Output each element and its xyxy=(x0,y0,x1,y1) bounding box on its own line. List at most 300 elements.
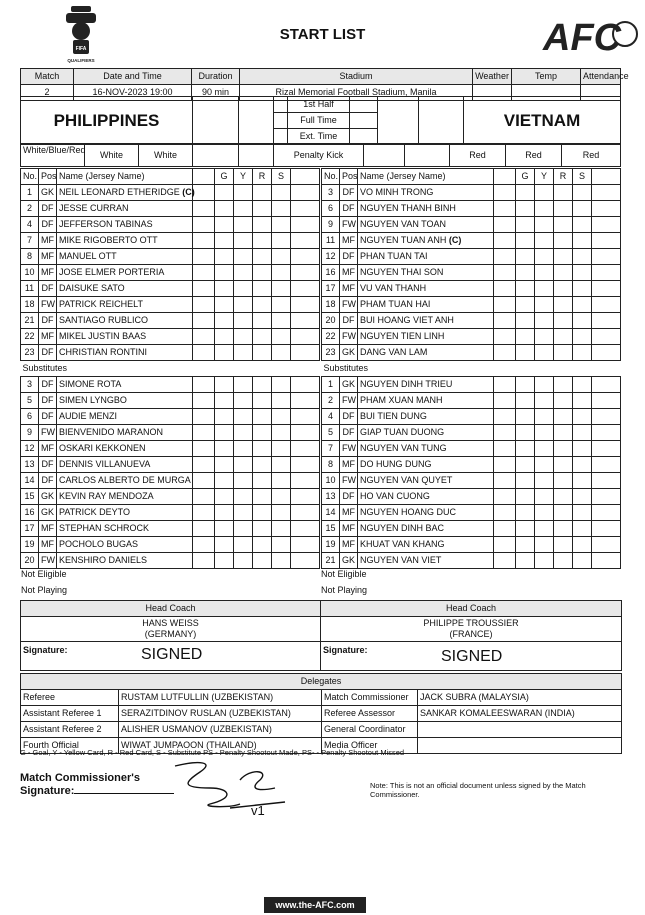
stat-cell xyxy=(516,537,535,553)
official-note: Note: This is not an official document unless signed by the Match Commissioner. xyxy=(370,781,586,799)
player-name-cell xyxy=(57,441,193,457)
stat-cell xyxy=(215,217,234,233)
player-name-cell xyxy=(57,201,193,217)
stat-cell xyxy=(291,281,320,297)
delegate-name-left: SERAZITDINOV RUSLAN (UZBEKISTAN) xyxy=(119,706,322,722)
home-col-blank xyxy=(193,169,215,185)
stat-cell xyxy=(592,297,621,313)
stat-cell xyxy=(535,313,554,329)
stat-cell xyxy=(535,249,554,265)
player-name-cell xyxy=(358,473,494,489)
stat-cell xyxy=(193,553,215,569)
player-name: NGUYEN VAN QUYET xyxy=(360,475,453,485)
coach-table xyxy=(20,600,622,671)
player-number: 11 xyxy=(21,281,39,297)
stat-cell xyxy=(592,473,621,489)
stat-cell xyxy=(253,201,272,217)
stat-cell xyxy=(494,489,516,505)
stat-cell xyxy=(193,249,215,265)
player-number: 2 xyxy=(21,201,39,217)
player-name: BIENVENIDO MARANON xyxy=(59,427,164,437)
duration-header: Duration xyxy=(192,69,240,85)
home-lineup-table xyxy=(20,168,320,569)
player-name-cell xyxy=(57,553,193,569)
stat-cell xyxy=(494,185,516,201)
stat-cell xyxy=(592,521,621,537)
stat-cell xyxy=(494,377,516,393)
stat-cell xyxy=(573,521,592,537)
stat-cell xyxy=(554,217,573,233)
player-name-cell xyxy=(57,233,193,249)
player-name-cell xyxy=(358,393,494,409)
match-number: 2 xyxy=(21,85,74,101)
player-name-cell xyxy=(358,233,494,249)
stat-cell xyxy=(494,265,516,281)
delegate-name-left: ALISHER USMANOV (UZBEKISTAN) xyxy=(119,722,322,738)
stat-cell xyxy=(494,441,516,457)
player-name: PHAN TUAN TAI xyxy=(360,251,428,261)
stat-cell xyxy=(554,281,573,297)
stat-cell xyxy=(291,233,320,249)
stat-cell xyxy=(535,345,554,361)
player-name: NGUYEN THANH BINH xyxy=(360,203,456,213)
stat-cell xyxy=(272,233,291,249)
stat-cell xyxy=(494,217,516,233)
stat-cell xyxy=(253,409,272,425)
stat-cell xyxy=(253,537,272,553)
stat-cell xyxy=(193,537,215,553)
home-player-row xyxy=(21,265,320,281)
stat-cell xyxy=(253,521,272,537)
away-player-row xyxy=(322,345,621,361)
player-position: FW xyxy=(39,425,57,441)
stat-cell xyxy=(516,281,535,297)
svg-text:FIFA: FIFA xyxy=(75,46,87,52)
player-position: GK xyxy=(39,185,57,201)
stat-cell xyxy=(554,505,573,521)
version-label: v1 xyxy=(251,803,265,818)
home-score-blank xyxy=(193,97,239,145)
stadium-header: Stadium xyxy=(240,69,473,85)
player-number: 18 xyxy=(322,297,340,313)
footer-url[interactable]: www.the-AFC.com xyxy=(264,897,366,913)
stat-cell xyxy=(215,201,234,217)
stat-cell xyxy=(554,313,573,329)
player-name-cell xyxy=(358,201,494,217)
stat-cell xyxy=(554,457,573,473)
home-player-row xyxy=(21,249,320,265)
stat-cell xyxy=(215,329,234,345)
stat-cell xyxy=(272,505,291,521)
delegate-role-left: Fourth Official xyxy=(21,738,119,754)
home-col-y: Y xyxy=(234,169,253,185)
away-player-row xyxy=(322,329,621,345)
player-number: 11 xyxy=(322,233,340,249)
home-team-name: PHILIPPINES xyxy=(21,97,193,145)
away-player-row xyxy=(322,521,621,537)
away-column-header-row xyxy=(322,169,621,185)
stat-cell xyxy=(291,521,320,537)
player-position: FW xyxy=(340,297,358,313)
stat-cell xyxy=(272,265,291,281)
away-col-g: G xyxy=(516,169,535,185)
player-number: 4 xyxy=(322,409,340,425)
stat-cell xyxy=(215,473,234,489)
stat-cell xyxy=(573,473,592,489)
home-player-row xyxy=(21,457,320,473)
stat-cell xyxy=(193,457,215,473)
stat-cell xyxy=(253,393,272,409)
delegate-role-left: Assistant Referee 1 xyxy=(21,706,119,722)
stat-cell xyxy=(272,201,291,217)
stat-cell xyxy=(253,329,272,345)
away-col-blank xyxy=(592,169,621,185)
player-name: NGUYEN VAN TUNG xyxy=(360,443,447,453)
stat-cell xyxy=(253,217,272,233)
away-col-r: R xyxy=(554,169,573,185)
away-substitutes-label: Substitutes xyxy=(322,361,621,377)
player-position: GK xyxy=(39,505,57,521)
home-coach-label: Head Coach xyxy=(21,601,321,617)
home-signature-label: Signature: xyxy=(23,645,68,655)
stat-cell xyxy=(535,185,554,201)
player-position: DF xyxy=(340,489,358,505)
stat-cell xyxy=(535,553,554,569)
stat-cell xyxy=(272,217,291,233)
kit-blank xyxy=(364,144,405,167)
stat-cell xyxy=(253,553,272,569)
home-coach-country: (GERMANY) xyxy=(144,629,197,639)
player-number: 23 xyxy=(322,345,340,361)
stat-cell xyxy=(554,297,573,313)
stat-cell xyxy=(193,201,215,217)
stat-cell xyxy=(554,409,573,425)
player-position: MF xyxy=(39,329,57,345)
player-number: 17 xyxy=(322,281,340,297)
stat-cell xyxy=(234,249,253,265)
stat-cell xyxy=(234,377,253,393)
player-number: 13 xyxy=(21,457,39,473)
player-name: KHUAT VAN KHANG xyxy=(360,539,445,549)
stat-cell xyxy=(573,505,592,521)
stat-cell xyxy=(535,457,554,473)
player-number: 21 xyxy=(322,553,340,569)
player-position: MF xyxy=(340,281,358,297)
home-player-row xyxy=(21,521,320,537)
stat-cell xyxy=(535,521,554,537)
player-position: FW xyxy=(340,329,358,345)
away-player-row xyxy=(322,249,621,265)
stat-cell xyxy=(573,233,592,249)
stat-cell xyxy=(291,217,320,233)
player-number: 19 xyxy=(21,537,39,553)
stat-cell xyxy=(554,537,573,553)
delegate-name-left: WIWAT JUMPAOON (THAILAND) xyxy=(119,738,322,754)
stat-cell xyxy=(193,185,215,201)
delegate-role-right: Media Officer xyxy=(322,738,418,754)
stat-cell xyxy=(573,265,592,281)
player-number: 15 xyxy=(322,521,340,537)
stat-cell xyxy=(253,297,272,313)
stat-cell xyxy=(516,409,535,425)
stat-cell xyxy=(272,553,291,569)
stat-cell xyxy=(494,521,516,537)
stat-cell xyxy=(215,233,234,249)
player-name: VO MINH TRONG xyxy=(360,187,434,197)
stat-cell xyxy=(516,297,535,313)
stat-cell xyxy=(592,409,621,425)
stat-cell xyxy=(573,553,592,569)
stat-cell xyxy=(494,297,516,313)
stat-cell xyxy=(215,185,234,201)
stat-cell xyxy=(535,217,554,233)
player-position: GK xyxy=(340,553,358,569)
player-position: DF xyxy=(39,281,57,297)
stat-cell xyxy=(193,409,215,425)
stat-cell xyxy=(291,441,320,457)
player-number: 1 xyxy=(322,377,340,393)
stat-cell xyxy=(193,489,215,505)
player-position: GK xyxy=(340,377,358,393)
stat-cell xyxy=(554,377,573,393)
delegate-row xyxy=(21,722,622,738)
handwritten-signature xyxy=(170,758,290,818)
stat-cell xyxy=(193,393,215,409)
match-header: Match xyxy=(21,69,74,85)
delegate-name-left: RUSTAM LUTFULLIN (UZBEKISTAN) xyxy=(119,690,322,706)
home-player-row xyxy=(21,185,320,201)
stat-cell xyxy=(516,377,535,393)
stat-cell xyxy=(215,537,234,553)
stat-cell xyxy=(494,473,516,489)
stat-cell xyxy=(494,425,516,441)
player-number: 6 xyxy=(322,201,340,217)
player-number: 5 xyxy=(322,425,340,441)
player-name-cell xyxy=(358,553,494,569)
player-name: BUI TIEN DUNG xyxy=(360,411,427,421)
player-name-cell xyxy=(57,217,193,233)
player-name-cell xyxy=(358,265,494,281)
player-name: NGUYEN THAI SON xyxy=(360,267,444,277)
home-col-r: R xyxy=(253,169,272,185)
home-substitutes-label: Substitutes xyxy=(21,361,320,377)
player-name: NGUYEN VAN TOAN xyxy=(360,219,447,229)
stat-cell xyxy=(516,457,535,473)
away-col-name: Name (Jersey Name) xyxy=(358,169,494,185)
player-name: AUDIE MENZI xyxy=(59,411,118,421)
away-player-row xyxy=(322,489,621,505)
home-player-row xyxy=(21,281,320,297)
player-name: PHAM TUAN HAI xyxy=(360,299,431,309)
stat-cell xyxy=(554,329,573,345)
stat-cell xyxy=(573,249,592,265)
mc-label-line2: Signature: xyxy=(20,785,174,798)
player-name-cell xyxy=(57,281,193,297)
stat-cell xyxy=(494,409,516,425)
player-position: DF xyxy=(39,473,57,489)
stat-cell xyxy=(592,201,621,217)
stadium-name: Rizal Memorial Football Stadium, Manila xyxy=(240,85,473,101)
away-col-blank xyxy=(494,169,516,185)
stat-cell xyxy=(516,265,535,281)
player-position: GK xyxy=(340,345,358,361)
stat-cell xyxy=(592,393,621,409)
stat-cell xyxy=(272,425,291,441)
player-number: 16 xyxy=(21,505,39,521)
away-player-row xyxy=(322,553,621,569)
stat-cell xyxy=(234,537,253,553)
stat-cell xyxy=(291,345,320,361)
player-name: NGUYEN HOANG DUC xyxy=(360,507,457,517)
svg-text:QUALIFIERS: QUALIFIERS xyxy=(67,58,95,63)
stat-cell xyxy=(592,185,621,201)
stat-cell xyxy=(494,313,516,329)
stat-cell xyxy=(516,329,535,345)
home-signed: SIGNED xyxy=(141,646,203,663)
away-col-no: No. xyxy=(322,169,340,185)
score-table xyxy=(20,96,621,145)
player-name: NGUYEN DINH BAC xyxy=(360,523,445,533)
player-name: NGUYEN VAN VIET xyxy=(360,555,442,565)
player-number: 20 xyxy=(322,313,340,329)
stat-cell xyxy=(215,489,234,505)
stat-cell xyxy=(554,489,573,505)
player-position: MF xyxy=(39,521,57,537)
player-position: DF xyxy=(340,425,358,441)
stat-cell xyxy=(592,313,621,329)
player-number: 2 xyxy=(322,393,340,409)
stat-cell xyxy=(291,393,320,409)
stat-cell xyxy=(253,345,272,361)
player-name-cell xyxy=(57,249,193,265)
score-blank xyxy=(350,97,378,113)
stat-cell xyxy=(193,313,215,329)
stat-cell xyxy=(291,201,320,217)
stat-cell xyxy=(516,217,535,233)
stat-cell xyxy=(272,489,291,505)
player-position: FW xyxy=(39,297,57,313)
player-position: DF xyxy=(340,409,358,425)
away-coach-country: (FRANCE) xyxy=(449,629,493,639)
stat-cell xyxy=(535,233,554,249)
stat-cell xyxy=(535,281,554,297)
player-name: MANUEL OTT xyxy=(59,251,117,261)
stat-cell xyxy=(554,201,573,217)
player-name-cell xyxy=(57,393,193,409)
player-name-cell xyxy=(358,377,494,393)
stat-cell xyxy=(193,441,215,457)
home-substitutes-row xyxy=(21,361,320,377)
home-player-row xyxy=(21,201,320,217)
player-number: 22 xyxy=(322,329,340,345)
stat-cell xyxy=(193,265,215,281)
delegate-role-right: Referee Assessor xyxy=(322,706,418,722)
stat-cell xyxy=(494,553,516,569)
stat-cell xyxy=(516,345,535,361)
stat-cell xyxy=(291,425,320,441)
kit-blank xyxy=(239,144,274,167)
player-position: MF xyxy=(39,537,57,553)
stat-cell xyxy=(234,505,253,521)
home-col-no: No. xyxy=(21,169,39,185)
home-player-row xyxy=(21,313,320,329)
stat-cell xyxy=(592,441,621,457)
player-name: DANG VAN LAM xyxy=(360,347,428,357)
home-player-row xyxy=(21,473,320,489)
away-col-pos: Pos xyxy=(340,169,358,185)
player-number: 16 xyxy=(322,265,340,281)
stat-cell xyxy=(592,377,621,393)
player-name: PHAM XUAN MANH xyxy=(360,395,443,405)
player-name: PATRICK DEYTO xyxy=(59,507,131,517)
player-name: OSKARI KEKKONEN xyxy=(59,443,146,453)
stat-cell xyxy=(234,313,253,329)
away-signature-label: Signature: xyxy=(323,645,368,655)
player-name-cell xyxy=(358,281,494,297)
stat-cell xyxy=(291,409,320,425)
player-name: KENSHIRO DANIELS xyxy=(59,555,148,565)
delegate-name-right xyxy=(418,722,622,738)
stat-cell xyxy=(494,537,516,553)
player-number: 14 xyxy=(322,505,340,521)
player-name: DO HUNG DUNG xyxy=(360,459,432,469)
player-name: NGUYEN DINH TRIEU xyxy=(360,379,453,389)
player-number: 3 xyxy=(21,377,39,393)
home-player-row xyxy=(21,553,320,569)
player-number: 19 xyxy=(322,537,340,553)
stat-cell xyxy=(494,457,516,473)
away-player-row xyxy=(322,457,621,473)
away-player-row xyxy=(322,297,621,313)
stat-cell xyxy=(215,297,234,313)
stat-cell xyxy=(592,249,621,265)
stat-cell xyxy=(291,553,320,569)
player-name-cell xyxy=(358,297,494,313)
stat-cell xyxy=(573,313,592,329)
player-number: 9 xyxy=(21,425,39,441)
player-number: 8 xyxy=(322,457,340,473)
stat-cell xyxy=(291,489,320,505)
stat-cell xyxy=(291,185,320,201)
stat-cell xyxy=(193,297,215,313)
stat-cell xyxy=(592,553,621,569)
player-name-cell xyxy=(57,505,193,521)
kit-blank xyxy=(193,144,239,167)
away-player-row xyxy=(322,201,621,217)
player-name: SIMEN LYNGBO xyxy=(59,395,127,405)
away-lineup-table xyxy=(321,168,621,569)
away-substitutes-row xyxy=(322,361,621,377)
player-name-cell xyxy=(358,329,494,345)
stat-cell xyxy=(234,521,253,537)
player-number: 23 xyxy=(21,345,39,361)
away-player-row xyxy=(322,409,621,425)
player-position: DF xyxy=(39,377,57,393)
stat-cell xyxy=(592,233,621,249)
stat-cell xyxy=(535,425,554,441)
player-name-cell xyxy=(57,473,193,489)
player-position: MF xyxy=(340,265,358,281)
stat-cell xyxy=(291,265,320,281)
stat-cell xyxy=(573,489,592,505)
stat-cell xyxy=(573,185,592,201)
mc-label-line1: Match Commissioner's xyxy=(20,772,140,784)
stat-cell xyxy=(253,233,272,249)
stat-cell xyxy=(573,201,592,217)
stat-cell xyxy=(592,345,621,361)
away-col-s: S xyxy=(573,169,592,185)
player-name-cell xyxy=(57,265,193,281)
